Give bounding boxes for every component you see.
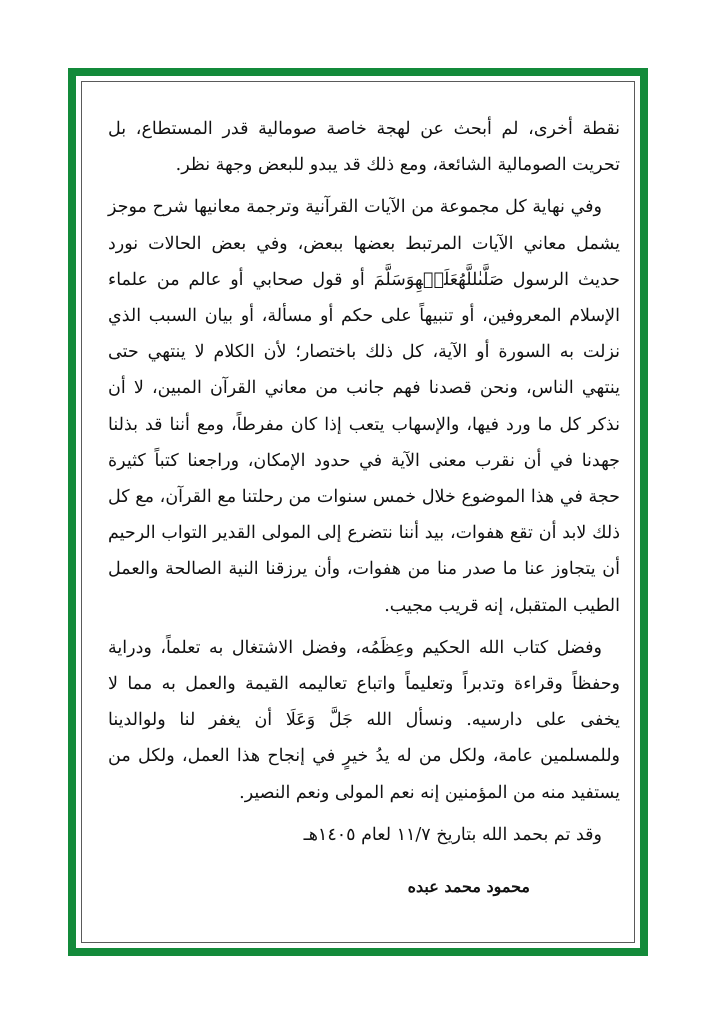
page-frame-outer — [68, 68, 648, 956]
paragraph-dialect-note: نقطة أخرى، لم أبحث عن لهجة خاصة صومالية قدر المستطاع، بل تحريت الصومالية الشائعة، ومع ذلك قد يبدو للبعض وجهة نظر. — [108, 119, 620, 176]
author-signature: محمود محمد عبده — [407, 877, 530, 897]
page-content — [108, 111, 620, 905]
paragraph-commentary-method: وفي نهاية كل مجموعة من الآيات القرآنية وترجمة معانيها شرح موجز يشمل معاني الآيات المرتبط بعضها ببعض، وفي بعض الحالات نورد حديث الرسول صَلَّىٰللَّهُعَلَيۡهِوَسَلَّمَ أو قول صحابي أو عالم من علماء الإسلام المعروفين، أو تنبيهاً على حكم أو مسألة، أو بيان السبب الذي نزلت به السورة أو الآية، كل ذلك باختصار؛ لأن الكلام لا ينتهي حتى ينتهي الناس، ونحن قصدنا فهم جانب من معاني القرآن المبين، لا أن نذكر كل ما ورد فيها، والإسهاب يتعب إذا كان مفرطاً، ومع أننا قد بذلنا جهدنا في أن نقرب معنى الآية في حدود الإمكان، وراجعنا كتباً كثيرة حجة في هذا الموضوع خلال خمس سنوات من رحلتنا مع القرآن، مع كل ذلك لابد أن تقع هفوات، بيد أننا نتضرع إلى المولى القدير التواب الرحيم أن يتجاوز عنا ما صدر منا من هفوات، وأن يرزقنا النية الصالحة والعمل الطيب المتقبل، إنه قريب مجيب. — [108, 197, 620, 616]
completion-date: وقد تم بحمد الله بتاريخ ١١/٧ لعام ١٤٠٥هـ — [303, 824, 602, 845]
paragraph-quran-virtue: وفضل كتاب الله الحكيم وعِظَمُه، وفضل الاشتغال به تعلماً، ودراية وحفظاً وقراءة وتدبراً وتعليماً واتباع تعاليمه القيمة والعمل به مما لا يخفى على دارسيه. ونسأل الله جَلَّ وَعَلَا أن يغفر لنا ولوالدينا وللمسلمين عامة، ولكل من له يدُ خيرٍ في إنجاح هذا العمل، ولكل من يستفيد منه من المؤمنين إنه نعم المولى ونعم النصير. — [108, 637, 620, 803]
